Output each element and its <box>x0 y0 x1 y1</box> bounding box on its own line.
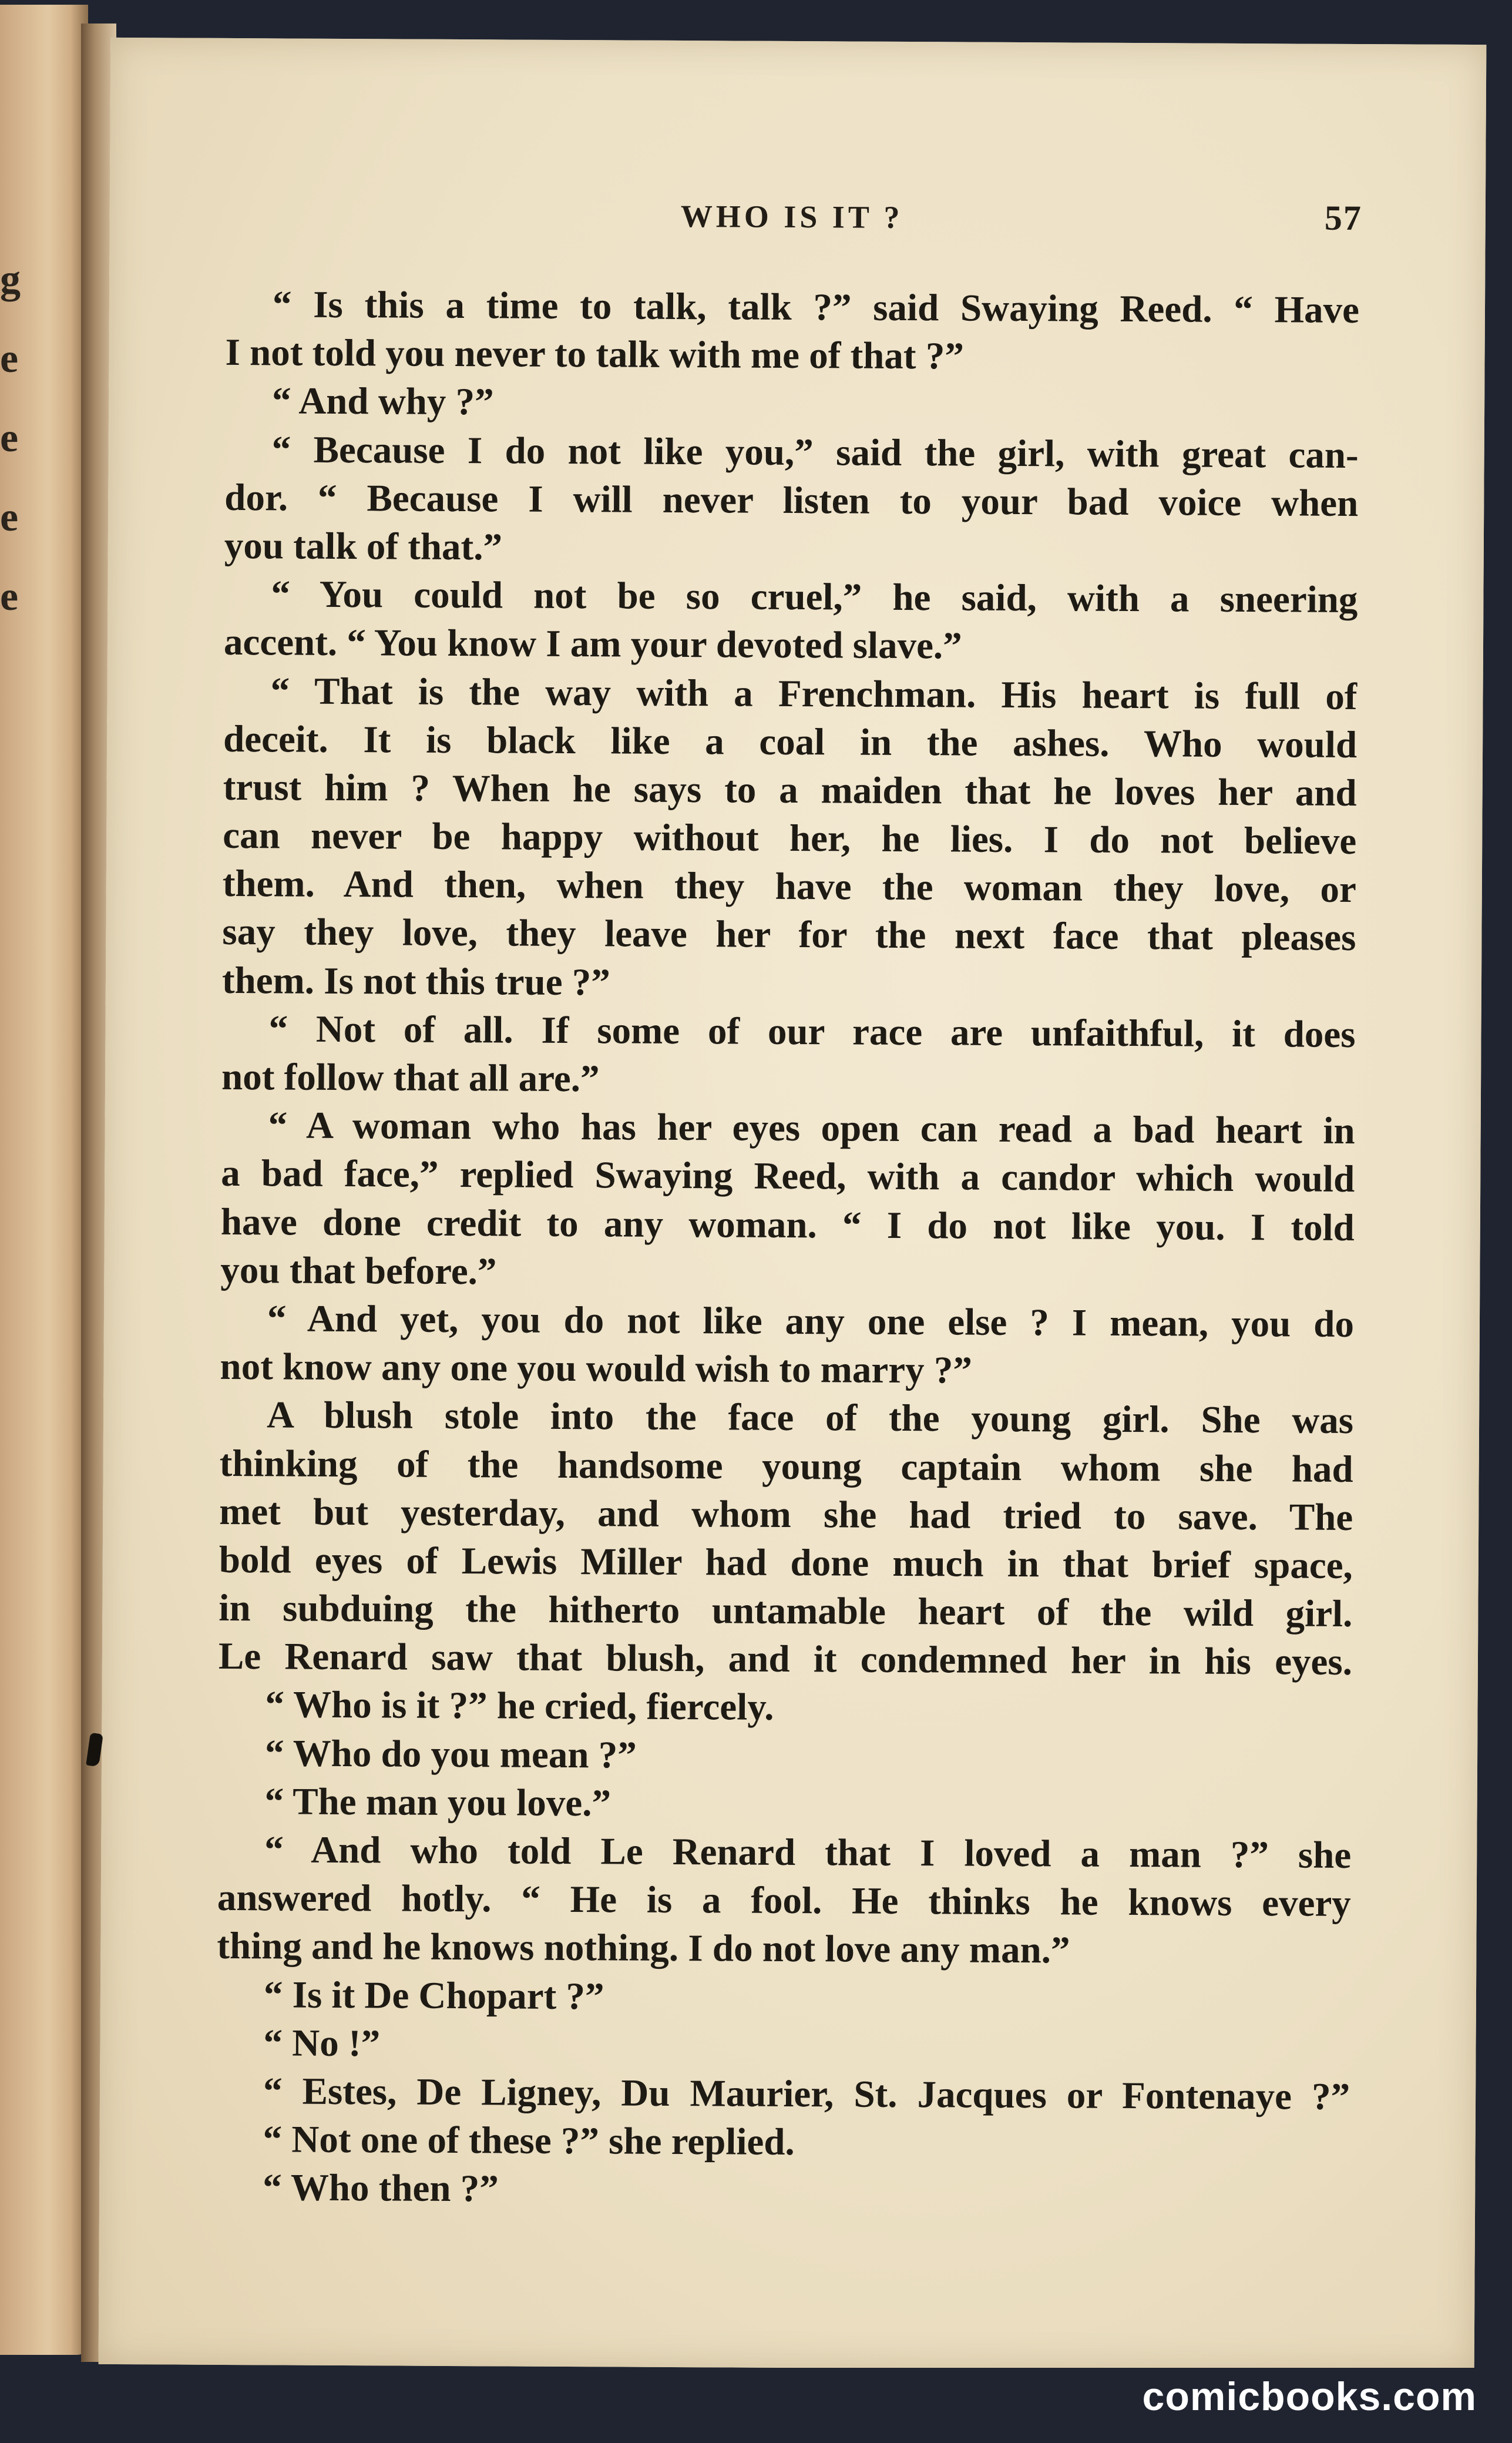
left-page-edge <box>0 5 88 2355</box>
text-line: “ You could not be so cruel,” he said, with a sneering <box>271 573 1358 622</box>
left-page-text-fragments <box>0 240 23 636</box>
text-line: “ Estes, De Ligney, Du Maurier, St. Jacques or Fontenaye ?” <box>263 2070 1350 2118</box>
text-line: “ And who told Le Renard that I loved a man ?” she <box>264 1828 1352 1877</box>
text-line: trust him ? When he says to a maiden that he loves her and <box>223 766 1357 814</box>
text-line: not follow that all are.” <box>221 1055 600 1100</box>
text-line: say they love, they leave her for the next face that pleases <box>222 911 1356 959</box>
text-line: thinking of the handsome young captain whom she had <box>219 1442 1353 1491</box>
text-line: dor. “ Because I will never listen to your bad voice when <box>224 476 1359 525</box>
text-line: you talk of that.” <box>224 524 503 569</box>
text-line: A blush stole into the face of the young girl. She was <box>266 1394 1354 1442</box>
text-line: accent. “ You know I am your devoted slave.” <box>223 621 962 667</box>
text-line: them. And then, when they have the woman they love, or <box>222 863 1357 911</box>
text-line: a bad face,” replied Swaying Reed, with a candor which would <box>221 1152 1355 1201</box>
text-line: “ Who then ?” <box>263 2166 499 2210</box>
text-line: “ And why ?” <box>271 380 494 424</box>
text-line: “ A woman who has her eyes open can read a bad heart in <box>268 1104 1355 1153</box>
text-line: “ Not of all. If some of our race are unfaithful, it does <box>268 1008 1356 1056</box>
text-line: answered hotly. “ He is a fool. He thinks he knows every <box>217 1877 1351 1925</box>
left-page-fragment: e <box>0 336 19 381</box>
left-page-fragment: e <box>0 574 19 619</box>
text-line: I not told you never to talk with me of that ?” <box>225 331 964 378</box>
text-line: met but yesterday, and whom she had tried to save. The <box>219 1490 1353 1539</box>
text-line: not know any one you would wish to marry ?” <box>220 1345 973 1392</box>
text-line: have done credit to any woman. “ I do not like you. I told <box>220 1200 1355 1249</box>
left-page-fragment: g <box>0 257 21 302</box>
text-line: “ And yet, you do not like any one else ? I mean, you do <box>267 1297 1355 1345</box>
left-page-fragment: e <box>0 495 19 540</box>
left-page-fragment: e <box>0 415 19 461</box>
book-page <box>99 38 1487 2371</box>
page-number: 57 <box>1324 198 1362 238</box>
text-line: “ Is it De Chopart ?” <box>263 1973 604 2018</box>
text-line: “ Who is it ?” he cried, fiercely. <box>265 1683 774 1729</box>
body-text <box>216 280 1359 2218</box>
text-line: in subduing the hitherto untamable heart of the wild girl. <box>219 1586 1353 1636</box>
text-line: “ The man you love.” <box>264 1780 611 1825</box>
text-line: bold eyes of Lewis Miller had done much in that brief space, <box>219 1538 1353 1587</box>
running-head <box>681 198 1444 249</box>
text-line: deceit. It is black like a coal in the ashes. Who would <box>223 717 1358 766</box>
running-head-title: WHO IS IT ? <box>680 198 903 235</box>
text-line: “ No !” <box>263 2022 381 2065</box>
text-line: “ Because I do not like you,” said the girl, with great can- <box>271 428 1359 476</box>
text-line: thing and he knows nothing. I do not love any man.” <box>217 1925 1070 1972</box>
text-line: “ Not one of these ?” she replied. <box>263 2118 795 2164</box>
text-line: “ Is this a time to talk, talk ?” said Swaying Reed. “ Have <box>272 283 1360 332</box>
text-line: can never be happy without her, he lies. I do not believe <box>223 814 1357 863</box>
text-line: them. Is not this true ?” <box>221 959 610 1004</box>
watermark-text: comicbooks.com <box>1142 2374 1477 2419</box>
text-line: Le Renard saw that blush, and it condemned her in his eyes. <box>218 1635 1353 1684</box>
text-line: “ Who do you mean ?” <box>264 1731 637 1777</box>
text-line: you that before.” <box>220 1249 497 1293</box>
text-line: “ That is the way with a Frenchman. His heart is full of <box>270 669 1358 718</box>
